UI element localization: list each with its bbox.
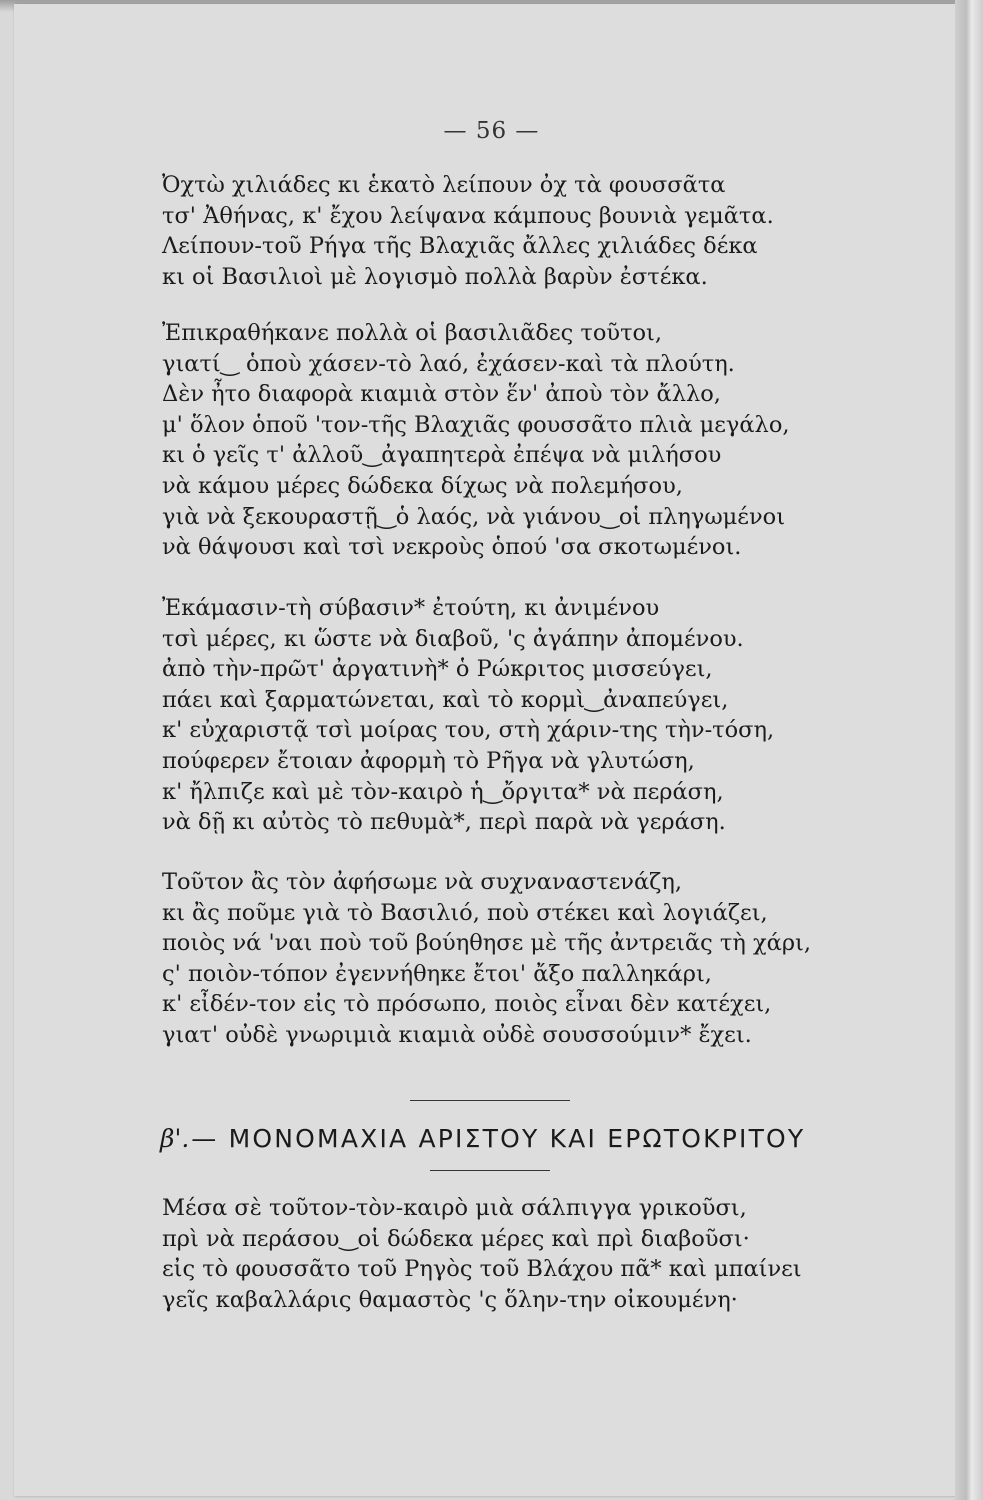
verse-line: νὰ κάμου μέρες δώδεκα δίχως νὰ πολεμήσου, bbox=[162, 472, 683, 499]
verse-line: Ἐπικραθήκανε πολλὰ οἱ βασιλιᾶδες τοῦτοι, bbox=[162, 320, 663, 346]
verse-line: κι ὁ γεῖς τ' ἀλλοῦ‿ἀγαπητερὰ ἐπέψα νὰ μιλήσου bbox=[162, 442, 722, 469]
section-title: — ΜΟΝΟΜΑΧΙΑ ΑΡΙΣΤΟΥ ΚΑΙ ΕΡΩΤΟΚΡΙΤΟΥ bbox=[191, 1124, 806, 1153]
verse-line: γιατ' οὐδὲ γνωριμιὰ κιαμιὰ οὐδὲ σουσσούμιν* ἔχει. bbox=[162, 1021, 752, 1048]
verse-line: κ' εὐχαριστᾷ τσὶ μοίρας του, στὴ χάριν-της τὴν-τόση, bbox=[162, 717, 775, 744]
verse-line: πρὶ νὰ περάσου‿οἱ δώδεκα μέρες καὶ πρὶ διαβοῦσι· bbox=[162, 1225, 750, 1252]
section-rule-top bbox=[410, 1100, 570, 1101]
verse-line: μ' ὅλον ὁποῦ 'τον-τῆς Βλαχιᾶς φουσσᾶτο πλιὰ μεγάλο, bbox=[162, 411, 790, 438]
verse-line: τσ' Ἀθήνας, κ' ἔχου λείψανα κάμπους βουνιὰ γεμᾶτα. bbox=[162, 202, 774, 229]
verse-line: πούφερεν ἔτοιαν ἀφορμὴ τὸ Ρῆγα νὰ γλυτώση, bbox=[162, 747, 695, 774]
verse-line: γεῖς καβαλλάρις θαμαστὸς 'ς ὅλην-την οἰκουμένη· bbox=[162, 1286, 738, 1313]
verse-line: ς' ποιὸν-τόπον ἐγεννήθηκε ἔτοι' ἄξο παλληκάρι, bbox=[162, 960, 712, 987]
verse-line: ἀπὸ τὴν-πρῶτ' ἀργατινὴ* ὁ Ρώκριτος μισσεύγει, bbox=[162, 656, 713, 683]
section-rule-bottom bbox=[430, 1170, 550, 1171]
verse-line: τσὶ μέρες, κι ὥστε νὰ διαβοῦ, 'ς ἀγάπην ἀπομένου. bbox=[162, 625, 744, 652]
section-heading bbox=[160, 1124, 840, 1153]
stanza bbox=[162, 867, 812, 1051]
verse-line: Ἐκάμασιν-τὴ σύβασιν* ἐτούτη, κι ἀνιμένου bbox=[162, 595, 660, 621]
verse-line: εἰς τὸ φουσσᾶτο τοῦ Ρηγὸς τοῦ Βλάχου πᾶ* καὶ μπαίνει bbox=[162, 1256, 802, 1283]
verse-line: ποιὸς νά 'ναι ποὺ τοῦ βούηθησε μὲ τῆς ἀντρειᾶς τὴ χάρι, bbox=[162, 930, 812, 957]
scan-edge-right bbox=[955, 0, 983, 1500]
verse-line: κ' εἶδέν-τον εἰς τὸ πρόσωπο, ποιὸς εἶναι δὲν κατέχει, bbox=[162, 991, 772, 1018]
verse-line: κ' ἤλπιζε καὶ μὲ τὸν-καιρὸ ἡ‿ὄργιτα* νὰ περάση, bbox=[162, 778, 724, 805]
verse-line: Ὀχτὼ χιλιάδες κι ἑκατὸ λείπουν ὀχ τὰ φουσσᾶτα bbox=[162, 172, 726, 198]
section-number: β'. bbox=[160, 1124, 190, 1153]
verse-line: Δὲν ἦτο διαφορὰ κιαμιὰ στὸν ἕν' ἀποὺ τὸν ἄλλο, bbox=[162, 381, 721, 408]
verse-line: γιατί‿ ὁποὺ χάσεν-τὸ λαό, ἐχάσεν-καὶ τὰ πλούτη. bbox=[162, 350, 735, 377]
verse-line: πάει καὶ ξαρματώνεται, καὶ τὸ κορμὶ‿ἀναπεύγει, bbox=[162, 686, 729, 713]
stanza bbox=[162, 318, 802, 563]
verse-line: Τοῦτον ἂς τὸν ἀφήσωμε νὰ συχναναστενάζη, bbox=[162, 869, 682, 895]
stanza bbox=[162, 593, 802, 838]
verse-line: κι ἂς ποῦμε γιὰ τὸ Βασιλιό, ποὺ στέκει καὶ λογιάζει, bbox=[162, 899, 768, 926]
stanza bbox=[162, 1193, 802, 1315]
verse-line: γιὰ νὰ ξεκουραστῇ‿ὁ λαός, νὰ γιάνου‿οἱ πληγωμένοι bbox=[162, 503, 786, 530]
verse-line: κι οἱ Βασιλιοὶ μὲ λογισμὸ πολλὰ βαρὺν ἐστέκα. bbox=[162, 263, 708, 290]
verse-line: νὰ θάψουσι καὶ τσὶ νεκροὺς ὁπού 'σα σκοτωμένοι. bbox=[162, 534, 742, 561]
stanza bbox=[162, 170, 802, 292]
verse-line: Μέσα σὲ τοῦτον-τὸν-καιρὸ μιὰ σάλπιγγα γρικοῦσι, bbox=[162, 1195, 747, 1221]
verse-line: Λείπουν-τοῦ Ρήγα τῆς Βλαχιᾶς ἄλλες χιλιάδες δέκα bbox=[162, 233, 758, 260]
verse-line: νὰ δῇ κι αὐτὸς τὸ πεθυμὰ*, περὶ παρὰ νὰ γεράση. bbox=[162, 809, 726, 836]
page-number: — 56 — bbox=[443, 118, 540, 144]
